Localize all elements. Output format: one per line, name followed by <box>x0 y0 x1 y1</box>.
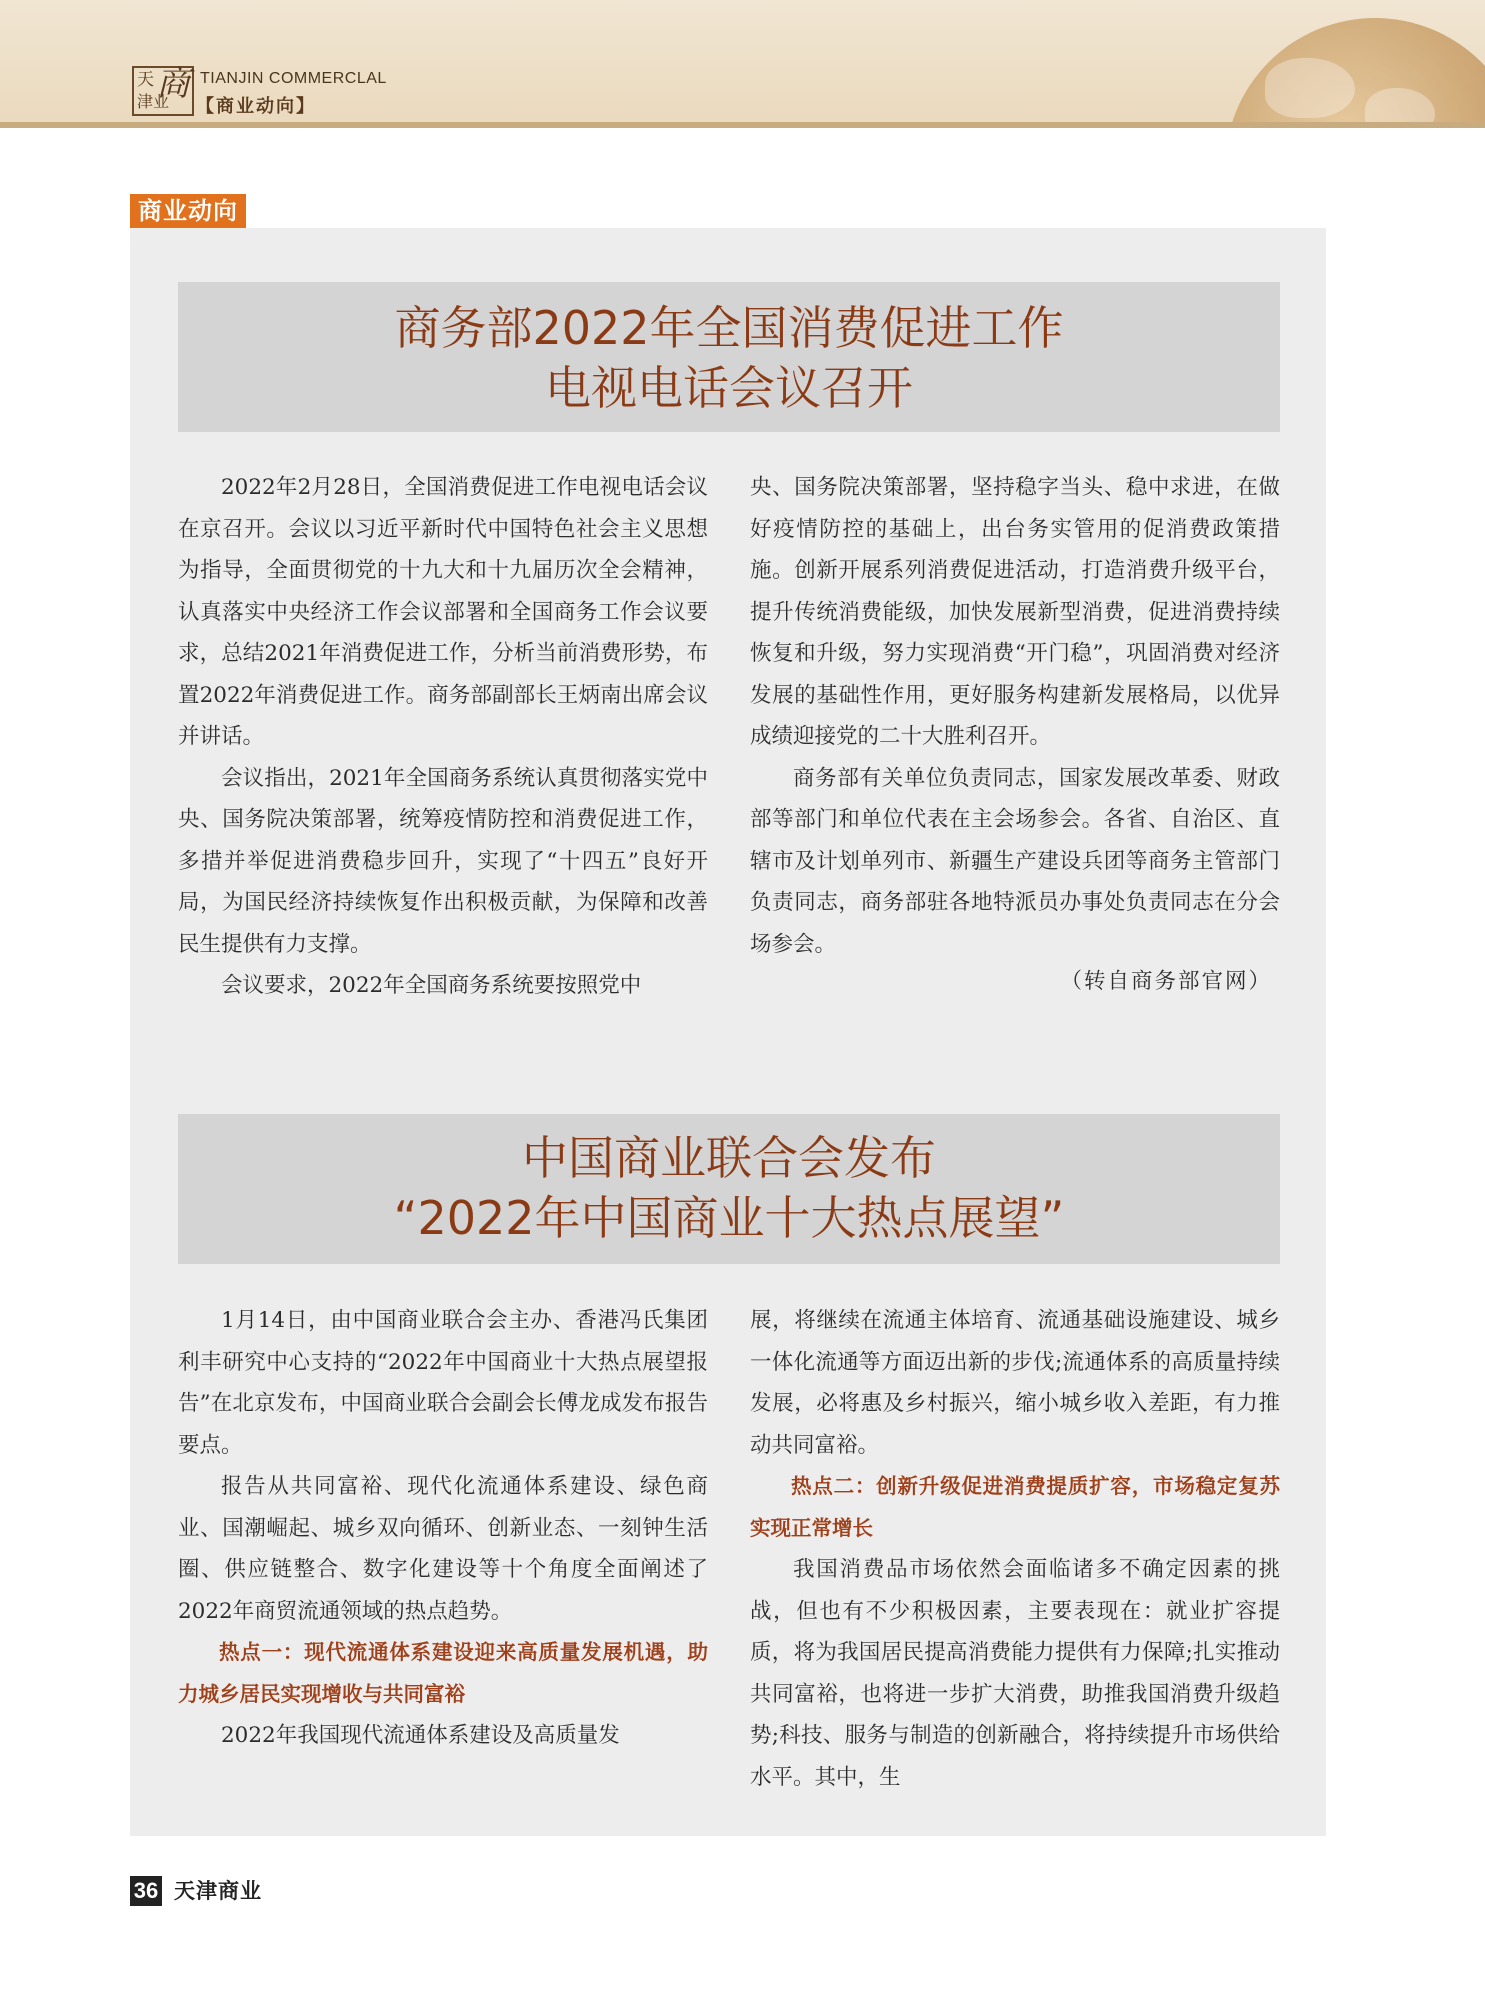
article2-hot-point-2: 热点二：创新升级促进消费提质扩容，市场稳定复苏实现正常增长 <box>750 1474 1280 1540</box>
page-number: 36 <box>130 1876 162 1906</box>
globe-decoration <box>1225 18 1485 128</box>
article1-paragraph-3: 会议要求，2022年全国商务系统要按照党中 <box>221 973 642 998</box>
logo-shang-char: 商 <box>156 64 190 104</box>
article1-title <box>178 282 1280 432</box>
magazine-english-name: TIANJIN COMMERCLAL <box>200 70 387 87</box>
article1-paragraph-4: 商务部有关单位负责同志，国家发展改革委、财政部等部门和单位代表在主会场参会。各省、自治区、直辖市及计划单列市、新疆生产建设兵团等商务主管部门负责同志，商务部驻各地特派员办事处负责同志在分会场参会。 <box>750 765 1280 957</box>
publication-name: 天津商业 <box>174 1879 262 1903</box>
article2-paragraph-2: 报告从共同富裕、现代化流通体系建设、绿色商业、国潮崛起、城乡双向循环、创新业态、一刻钟生活圈、供应链整合、数字化建设等十个角度全面阐述了2022年商贸流通领域的热点趋势。 <box>178 1474 708 1624</box>
article1-title-line2: 电视电话会议召开 <box>545 361 913 415</box>
article1-title-line1: 商务部2022年全国消费促进工作 <box>394 301 1064 355</box>
article2-paragraph-3-continued: 展，将继续在流通主体培育、流通基础设施建设、城乡一体化流通等方面迈出新的步伐;流通体系的高质量持续发展，必将惠及乡村振兴，缩小城乡收入差距，有力推动共同富裕。 <box>750 1308 1280 1458</box>
article2-paragraph-3: 2022年我国现代流通体系建设及高质量发 <box>221 1723 620 1748</box>
article2-left-column <box>178 1300 708 1757</box>
article2-paragraph-4: 我国消费品市场依然会面临诸多不确定因素的挑战，但也有不少积极因素，主要表现在：就业扩容提质，将为我国居民提高消费能力提供有力保障;扎实推动共同富裕，也将进一步扩大消费，助推我国消费升级趋势;科技、服务与制造的创新融合，将持续提升市场供给水平。其中，生 <box>750 1557 1280 1790</box>
article1-paragraph-3-continued: 央、国务院决策部署，坚持稳字当头、稳中求进，在做好疫情防控的基础上，出台务实管用的促消费政策措施。创新开展系列消费促进活动，打造消费升级平台，提升传统消费能级，加快发展新型消费，促进消费持续恢复和升级，努力实现消费“开门稳”，巩固消费对经济发展的基础性作用，更好服务构建新发展格局，以优异成绩迎接党的二十大胜利召开。 <box>750 475 1280 749</box>
article2-paragraph-1: 1月14日，由中国商业联合会主办、香港冯氏集团利丰研究中心支持的“2022年中国商业十大热点展望报告”在北京发布，中国商业联合会副会长傅龙成发布报告要点。 <box>178 1308 708 1458</box>
article2-title-line2: “2022年中国商业十大热点展望” <box>393 1191 1065 1245</box>
article1-left-column <box>178 467 708 1007</box>
article1-paragraph-2: 会议指出，2021年全国商务系统认真贯彻落实党中央、国务院决策部署，统筹疫情防控和消费促进工作，多措并举促进消费稳步回升，实现了“十四五”良好开局，为国民经济持续恢复作出积极贡献，为保障和改善民生提供有力支撑。 <box>178 765 708 957</box>
article2-hot-point-1: 热点一：现代流通体系建设迎来高质量发展机遇，助力城乡居民实现增收与共同富裕 <box>178 1640 708 1706</box>
article2-right-column <box>750 1300 1280 1798</box>
magazine-logo: 天 津业 <box>132 66 194 116</box>
section-label: 商业动向 <box>130 194 246 228</box>
article1-right-column <box>750 467 1280 999</box>
article2-title-line1: 中国商业联合会发布 <box>522 1131 936 1185</box>
article2-title <box>178 1114 1280 1264</box>
header-divider <box>0 122 1485 128</box>
article1-source: （转自商务部官网） <box>1060 969 1272 994</box>
header-section-tag: 【商业动向】 <box>196 96 316 117</box>
article1-paragraph-1: 2022年2月28日，全国消费促进工作电视电话会议在京召开。会议以习近平新时代中国特色社会主义思想为指导，全面贯彻党的十九大和十九届历次全会精神，认真落实中央经济工作会议部署和全国商务工作会议要求，总结2021年消费促进工作，分析当前消费形势，布置2022年消费促进工作。商务部副部长王炳南出席会议并讲话。 <box>178 475 708 749</box>
